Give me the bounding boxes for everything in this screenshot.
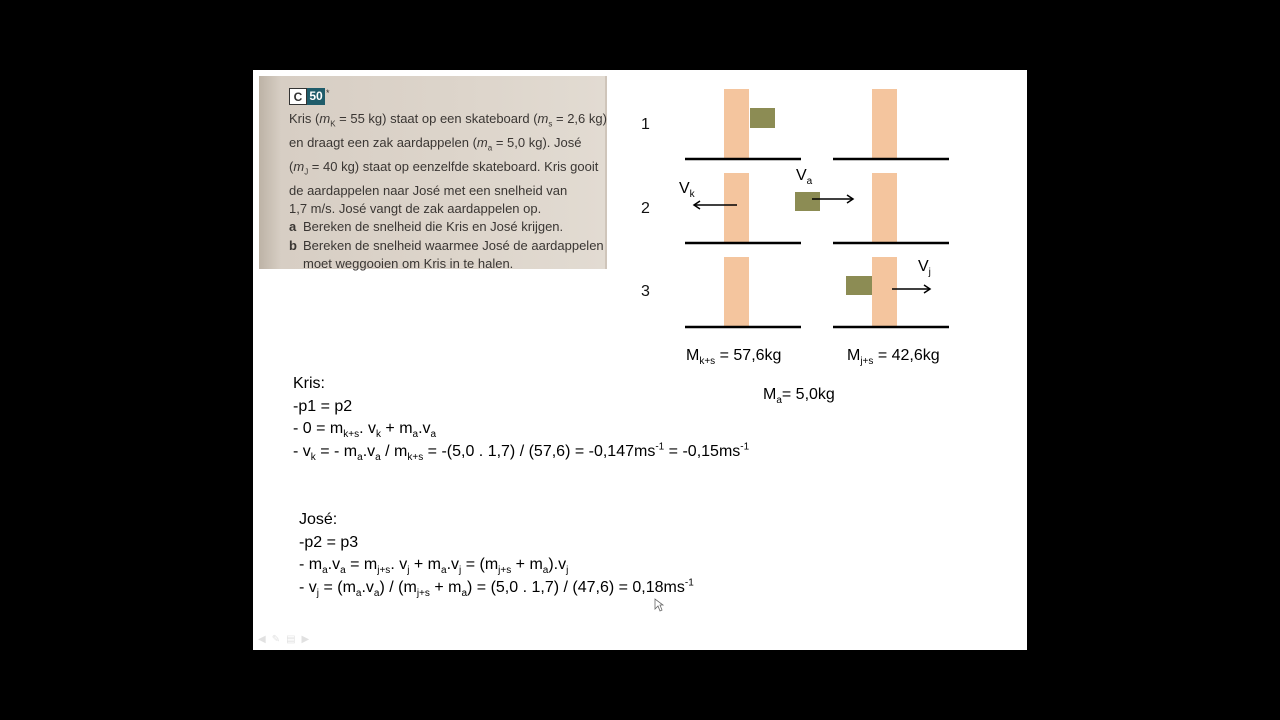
bag-row-3 — [846, 276, 872, 295]
jose-formula-line-3: - $v_j = (m_a.v_a) / (m_{j+s} + m_a) = (5,0$ . $1,7) / (47,6) = 0,18ms^{-1}$ — [299, 577, 694, 600]
exercise-line-4: de aardappelen naar José met een snelheid van — [289, 182, 568, 198]
kris-person-2 — [724, 173, 749, 243]
previous-icon[interactable]: ◀ — [258, 634, 266, 645]
exercise-number: 50 — [307, 88, 325, 105]
exercise-line-3: ($m_J = 40$ kg) staat op eenzelfde skateboard. Kris gooit — [289, 158, 599, 177]
jose-solution — [299, 509, 694, 600]
kris-formula-line-1: -p1 = p2 — [293, 397, 353, 415]
jose-title: José: — [299, 511, 338, 528]
kris-solution — [293, 373, 749, 464]
slide — [253, 70, 1027, 650]
kris-formula-line-2: - $0 = m_{k+s}$. $v_k + m_a.v_a$ — [293, 420, 437, 441]
exercise-line-1: Kris ($m_K = 55$ kg) staat op een skateboard ($m_s = 2,6$ kg) — [289, 111, 607, 129]
question-b-text-2: moet weggooien om Kris in te halen. — [303, 255, 514, 271]
jose-formula-line-1: -p2 = p3 — [299, 533, 359, 551]
exercise-line-2: en draagt een zak aardappelen ($m_a = 5,0$ kg). José — [289, 134, 582, 153]
jose-person-3 — [872, 257, 897, 327]
menu-icon[interactable]: ▤ — [286, 634, 296, 645]
pen-icon[interactable]: ✎ — [271, 634, 281, 645]
exercise-category: C — [289, 88, 307, 105]
row-label-1: 1 — [641, 116, 650, 133]
vk-label: $V_k$ — [679, 180, 695, 201]
jose-formula-lines — [299, 532, 694, 600]
kris-title: Kris: — [293, 375, 325, 392]
va-label: $V_a$ — [796, 167, 813, 188]
question-a-label: a — [289, 219, 297, 235]
slideshow-toolbar[interactable] — [258, 634, 309, 645]
jose-formula-line-2: - $m_a.v_a = m_{j+s}$. $v_j + m_a.v_j = (m_{j+s} + m_a).v_j$ — [299, 556, 569, 577]
exercise-star: * — [326, 88, 330, 98]
mass-bag-label: $M_a= 5,0kg$ — [763, 386, 835, 407]
kris-formula-line-3: - $v_k$ = - $m_a.v_a / m_{k+s} = -(5,0$ . $1,7) / (57,6) = -0,147ms^{-1} = -0,15ms^{-1}$ — [293, 441, 750, 464]
vj-label: $V_j$ — [918, 258, 931, 279]
kris-person-3 — [724, 257, 749, 327]
mass-kris-label: $M_{k+s} = 57,6kg$ — [686, 347, 782, 368]
kris-formula-lines — [293, 396, 749, 464]
next-icon[interactable]: ▶ — [301, 634, 310, 645]
bag-row-2 — [795, 192, 820, 211]
bag-row-1 — [750, 108, 775, 128]
mouse-cursor-icon — [654, 598, 664, 612]
question-a-text: Bereken de snelheid die Kris en José krijgen. — [303, 219, 564, 235]
mass-jose-label: $M_{j+s} = 42,6kg$ — [847, 347, 940, 368]
exercise-line-5: 1,7 m/s. José vangt de zak aardappelen op. — [289, 200, 542, 216]
question-b-text-1: Bereken de snelheid waarmee José de aardappelen — [303, 237, 604, 253]
kris-person-1 — [724, 89, 749, 159]
row-label-2: 2 — [641, 200, 650, 217]
row-label-3: 3 — [641, 283, 650, 300]
jose-person-2 — [872, 173, 897, 243]
question-b-label: b — [289, 237, 297, 253]
jose-person-1 — [872, 89, 897, 159]
